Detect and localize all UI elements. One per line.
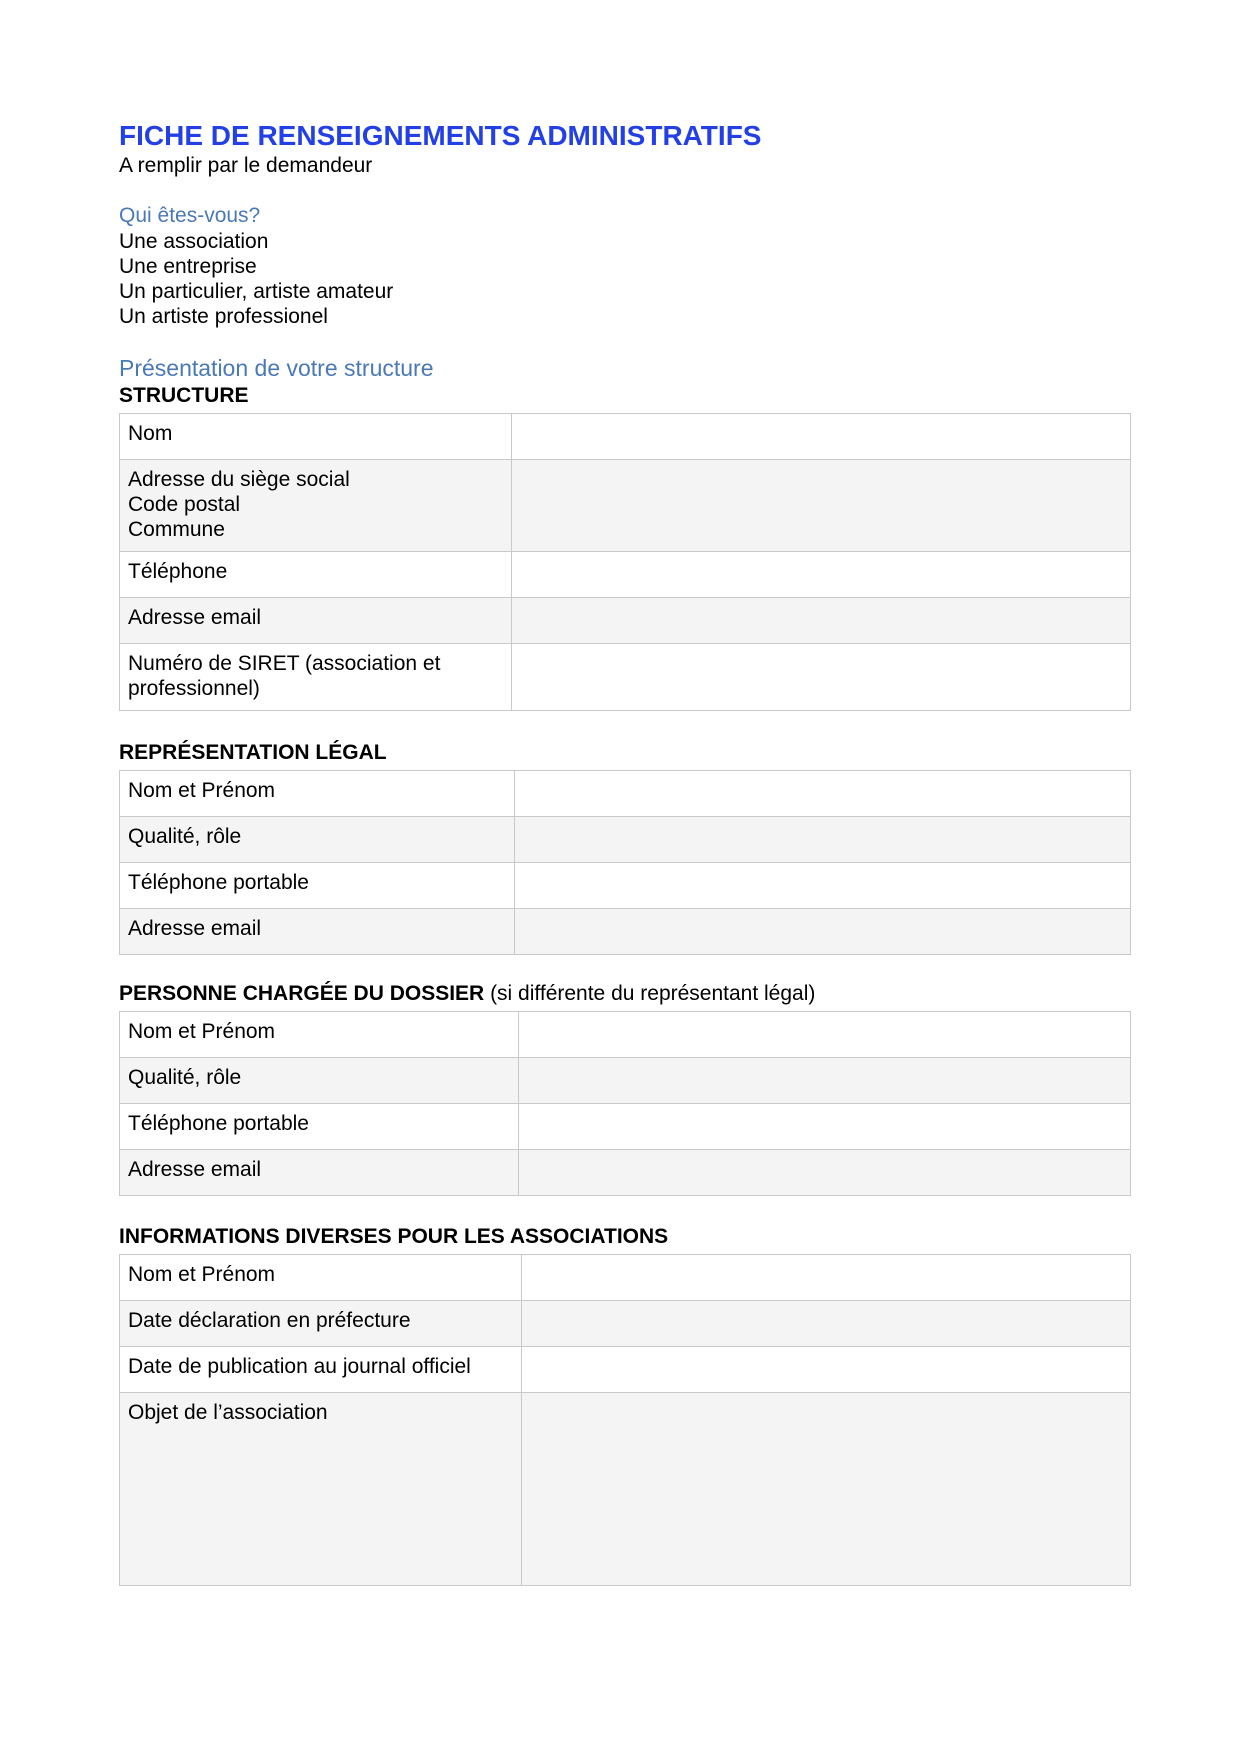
field-value[interactable] xyxy=(522,1255,1131,1301)
table-row xyxy=(120,863,1131,909)
field-label: Objet de l’association xyxy=(120,1393,522,1586)
table-row xyxy=(120,1255,1131,1301)
table-row xyxy=(120,414,1131,460)
field-value[interactable] xyxy=(512,644,1131,711)
table-row xyxy=(120,1012,1131,1058)
field-value[interactable] xyxy=(512,460,1131,552)
legal-table xyxy=(119,770,1131,955)
table-row xyxy=(120,771,1131,817)
assoc-title: INFORMATIONS DIVERSES POUR LES ASSOCIATIONS xyxy=(119,1225,669,1248)
option-entreprise: Une entreprise xyxy=(119,255,257,278)
field-value[interactable] xyxy=(519,1012,1131,1058)
table-row xyxy=(120,817,1131,863)
field-value[interactable] xyxy=(519,1058,1131,1104)
table-row xyxy=(120,1347,1131,1393)
option-artiste-pro: Un artiste professionel xyxy=(119,305,328,328)
structure-title: STRUCTURE xyxy=(119,384,249,407)
table-row xyxy=(120,598,1131,644)
structure-table xyxy=(119,413,1131,711)
field-value[interactable] xyxy=(515,909,1131,955)
field-value[interactable] xyxy=(512,598,1131,644)
table-row xyxy=(120,1301,1131,1347)
page-title: FICHE DE RENSEIGNEMENTS ADMINISTRATIFS xyxy=(119,120,762,151)
presentation-heading: Présentation de votre structure xyxy=(119,355,434,381)
assoc-table xyxy=(119,1254,1131,1586)
table-row xyxy=(120,1150,1131,1196)
field-label: Adresse email xyxy=(120,598,512,644)
table-row xyxy=(120,1104,1131,1150)
field-label: Nom et Prénom xyxy=(120,1012,519,1058)
field-value[interactable] xyxy=(522,1301,1131,1347)
field-label: Qualité, rôle xyxy=(120,1058,519,1104)
field-label: Date de publication au journal officiel xyxy=(120,1347,522,1393)
table-row xyxy=(120,644,1131,711)
field-label: Adresse du siège social Code postal Commune xyxy=(120,460,512,552)
field-label: Téléphone portable xyxy=(120,863,515,909)
field-value[interactable] xyxy=(512,552,1131,598)
who-options xyxy=(119,229,393,329)
contact-title: PERSONNE CHARGÉE DU DOSSIER (si différente du représentant légal) xyxy=(119,982,816,1005)
table-row xyxy=(120,460,1131,552)
table-row xyxy=(120,552,1131,598)
field-value[interactable] xyxy=(515,863,1131,909)
field-value[interactable] xyxy=(515,817,1131,863)
field-label: Adresse email xyxy=(120,1150,519,1196)
contact-note: (si différente du représentant légal) xyxy=(484,982,816,1005)
table-row xyxy=(120,1393,1131,1586)
field-value[interactable] xyxy=(522,1347,1131,1393)
field-value[interactable] xyxy=(519,1150,1131,1196)
option-particulier: Un particulier, artiste amateur xyxy=(119,280,394,303)
field-label: Nom xyxy=(120,414,512,460)
field-value[interactable] xyxy=(522,1393,1131,1586)
field-label: Adresse email xyxy=(120,909,515,955)
legal-title: REPRÉSENTATION LÉGAL xyxy=(119,741,387,764)
option-association: Une association xyxy=(119,230,269,253)
field-label: Numéro de SIRET (association et professionnel) xyxy=(120,644,512,711)
field-label: Téléphone xyxy=(120,552,512,598)
field-label: Nom et Prénom xyxy=(120,771,515,817)
who-heading: Qui êtes-vous? xyxy=(119,204,261,227)
field-value[interactable] xyxy=(519,1104,1131,1150)
page-subtitle: A remplir par le demandeur xyxy=(119,154,373,177)
field-label: Date déclaration en préfecture xyxy=(120,1301,522,1347)
field-value[interactable] xyxy=(515,771,1131,817)
field-value[interactable] xyxy=(512,414,1131,460)
field-label: Téléphone portable xyxy=(120,1104,519,1150)
field-label: Nom et Prénom xyxy=(120,1255,522,1301)
contact-table xyxy=(119,1011,1131,1196)
table-row xyxy=(120,1058,1131,1104)
table-row xyxy=(120,909,1131,955)
field-label: Qualité, rôle xyxy=(120,817,515,863)
